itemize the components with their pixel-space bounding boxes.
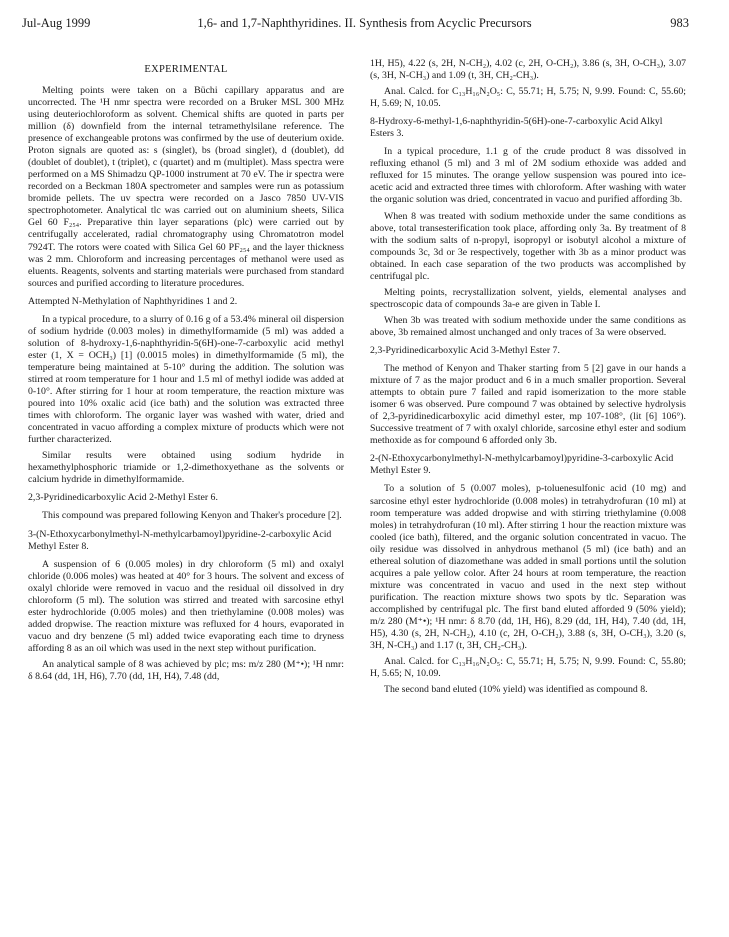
paragraph: The method of Kenyon and Thaker starting from 5 [2] gave in our hands a mixture of 7 as the major product and 6 in a much smaller proportion. Several attempts to obtain pure 7 failed and rapid isomerization to the more stable isomer 6 was observed. Pure compound 7 was obtained by selective hydrolysis of 2,3-pyridinedicarboxylic acid dimethyl ester, mp 107-108°, (lit [6] 106°). Successive treatment of 7 with oxalyl chloride, sarcosine ethyl ester and sodium methoxide as for compound 6 afforded only 3b.	[370, 363, 686, 447]
subheading: 3-(N-Ethoxycarbonylmethyl-N-methylcarbamoyl)pyridine-2-carboxylic Acid Methyl Ester 8.	[28, 528, 332, 552]
paragraph: In a typical procedure, 1.1 g of the crude product 8 was dissolved in refluxing ethanol (5 ml) and 3 ml of 2M sodium ethoxide was added and refluxed for 15 minutes. The orange yellow suspension was poured into ice-acetic acid and extracted three times with chloroform. After washing with water the organic solution was dried, concentrated in vacuo and purified affording 3b.	[370, 146, 686, 206]
header-date: Jul-Aug 1999	[22, 16, 91, 30]
analysis-paragraph: Anal. Calcd. for C₁₃H₁₆N₂O₅: C, 55.71; H, 5.75; N, 9.99. Found: C, 55.80; H, 5.65; N, 10.09.	[370, 656, 686, 680]
paragraph: A suspension of 6 (0.005 moles) in dry chloroform (5 ml) and oxalyl chloride (0.006 moles) was heated at 40° for 3 hours. The solvent and excess of oxalyl chloride were removed in vacuo and the residual oil dissolved in dry chloroform (5 ml). The solution was stirred and treated with sarcosine ethyl ester hydrochloride (0.005 moles) and then triethylamine (0.008 moles) was added dropwise. The reaction mixture was refluxed for 4 hours, evaporated in vacuo and dry benzene (5 ml) added twice evaporating each time to dryness affording 8 as an oil which was used in the next step without purification.	[28, 558, 344, 654]
paragraph: To a solution of 5 (0.007 moles), p-toluenesulfonic acid (10 mg) and sarcosine ethyl ester hydrochloride (0.008 moles) in tetrahydrofuran (10 ml) at room temperature was added dropwise and with stirring triethylamine (0.008 moles) in tetrahydrofuran (10 ml). After stirring 1 hour the reaction mixture was cooled (ice bath), filtered, and the organic solution concentrated in vacuo. The oily residue was dissolved in anhydrous methanol (5 ml) (ice bath) and an ethereal solution of diazomethane was added in small portions until the solution acquires a pale yellow color. After 24 hours at room temperature, the reaction mixture was concentrated in vacuo and used in the next step without purification. The reaction mixture shows two spots by tlc. Separation was accomplished by centrifugal plc. The first band eluted afforded 9 (50% yield); m/z 280 (M⁺•); ¹H nmr: δ 8.70 (dd, 1H, H6), 8.29 (dd, 1H, H4), 7.40 (dd, 1H, H5), 4.30 (s, 2H, N-CH₂), 4.10 (c, 2H, O-CH₂), 3.88 (s, 3H, O-CH₃), 3.20 (s, 3H, N-CH₃) and 1.17 (t, 3H, CH₂-CH₃).	[370, 483, 686, 652]
paragraph: When 8 was treated with sodium methoxide under the same conditions as above, total transesterification took place, affording only 3a. By treatment of 8 with the sodium salts of n-propyl, isopropyl or isobutyl alcohol a mixture of compounds 3c, 3d or 3e respectively, together with 3b as a minor product was obtained. In each case separation of the two products was accomplished by centrifugal plc.	[370, 210, 686, 282]
paragraph: Melting points, recrystallization solvent, yields, elemental analyses and spectroscopic data of compounds 3a-e are given in Table I.	[370, 286, 686, 310]
running-header	[22, 16, 707, 34]
paragraph: An analytical sample of 8 was achieved by plc; ms: m/z 280 (M⁺•); ¹H nmr: δ 8.64 (dd, 1H, H6), 7.70 (dd, 1H, H4), 7.48 (dd,	[28, 658, 344, 683]
paragraph: In a typical procedure, to a slurry of 0.16 g of a 53.4% mineral oil dispersion of sodium hydride (0.003 moles) in dimethylformamide (5 ml) was added a solution of 8-hydroxy-1,6-naphthyridin-5(6H)-one-7-carboxylic acid methyl ester (1, X = OCH₃) [1] (0.0015 moles) in dimethylformamide (5 ml), the temperature being maintained at 5-10° during the addition. The solution was stirred at room temperature for 1 hour and 1.5 ml of methyl iodide was added at 0-10°. After stirring for 1 hour at room temperature, the reaction mixture was poured into 10% oxalic acid (ice bath) and the solution was extracted three times with chloroform. The organic layer was washed with water, dried and concentrated in vacuo affording a complex mixture of products which were not further characterized.	[28, 313, 344, 446]
section-title: EXPERIMENTAL	[144, 64, 228, 75]
paragraph: Similar results were obtained using sodium hydride in hexamethylphosphoric triamide or 1,2-dimethoxyethane as the solvents or calcium hydride in dimethylformamide.	[28, 450, 344, 486]
right-column	[370, 58, 686, 700]
subheading: 8-Hydroxy-6-methyl-1,6-naphthyridin-5(6H)-one-7-carboxylic Acid Alkyl Esters 3.	[370, 116, 663, 140]
analysis-paragraph: Anal. Calcd. for C₁₃H₁₆N₂O₅: C, 55.71; H, 5.75; N, 9.99. Found: C, 55.60; H, 5.69; N, 10.05.	[370, 86, 686, 110]
subheading: 2-(N-Ethoxycarbonylmethyl-N-methylcarbamoyl)pyridine-3-carboxylic Acid Methyl Ester 9.	[370, 453, 674, 477]
subheading: Attempted N-Methylation of Naphthyridines 1 and 2.	[28, 295, 238, 307]
paragraph: This compound was prepared following Kenyon and Thaker's procedure [2].	[42, 510, 342, 522]
paragraph: Melting points were taken on a Büchi capillary apparatus and are uncorrected. The ¹H nmr spectra were recorded on a Bruker MSL 300 MHz using deuteriochloroform as solvent. Chemical shifts are quoted in parts per million (δ) downfield from the internal tetramethylsilane reference. The presence of exchangeable protons was confirmed by the use of deuterium oxide. Proton signals are quoted as: s (singlet), bs (broad singlet), d (doublet), dd (doublet of doublet), t (triplet), c (quartet) and m (multiplet). Mass spectra were performed on a MS Shimadzu QP-1000 instrument at 70 eV. The ir spectra were recorded on a Beckman 180A spectrometer and samples were run as potassium bromide pellets. The uv spectra were recorded on a Jasco 7850 UV-VIS spectrophotometer. Analytical tlc was carried out on aluminium sheets, Silica Gel 60 F₂₅₄. Preparative thin layer separations (plc) were carried out by centrifugally accelerated, radial chromatography using Chromatotron model 7924T. The rotors were coated with Silica Gel 60 PF₂₅₄ and the layer thickness was 2 mm. Chloroform and increasing percentages of methanol were used as eluents. Reagents, solvents and starting materials were purchased from standard sources and purified according to literature procedures.	[28, 84, 344, 289]
header-page-number: 983	[670, 16, 689, 30]
paragraph: The second band eluted (10% yield) was identified as compound 8.	[384, 684, 648, 696]
left-column	[28, 56, 344, 687]
header-title: 1,6- and 1,7-Naphthyridines. II. Synthesis from Acyclic Precursors	[197, 16, 532, 30]
subheading: 2,3-Pyridinedicarboxylic Acid 2-Methyl Ester 6.	[28, 492, 218, 504]
paragraph: 1H, H5), 4.22 (s, 2H, N-CH₂), 4.02 (c, 2H, O-CH₂), 3.86 (s, 3H, O-CH₃), 3.07 (s, 3H, N-CH₃) and 1.09 (t, 3H, CH₂-CH₃).	[370, 58, 686, 82]
paragraph: When 3b was treated with sodium methoxide under the same conditions as above, 3b remained almost unchanged and only traces of 3a were observed.	[370, 314, 686, 338]
subheading: 2,3-Pyridinedicarboxylic Acid 3-Methyl Ester 7.	[370, 344, 560, 356]
